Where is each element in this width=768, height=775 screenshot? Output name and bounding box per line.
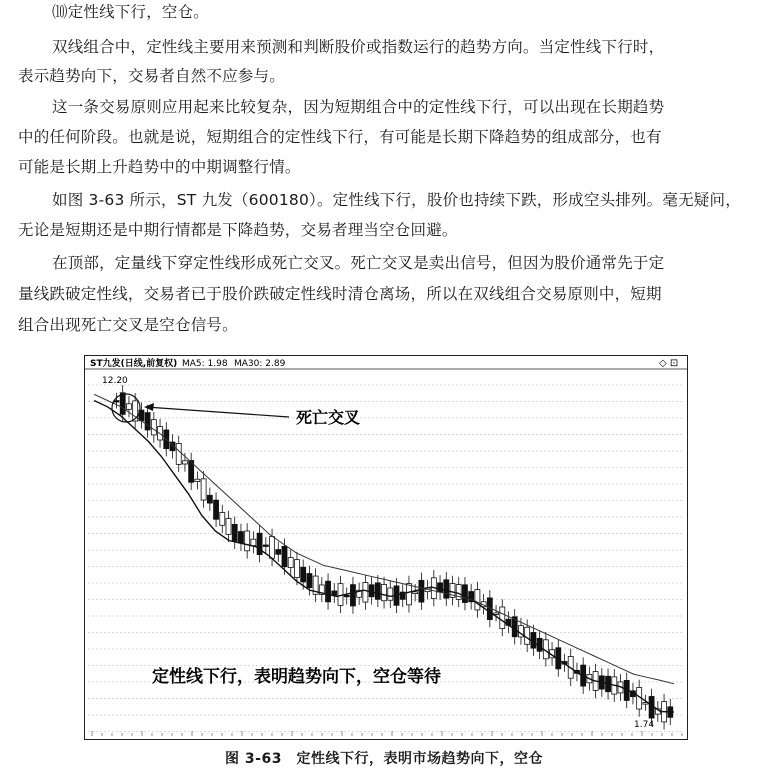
candle-body xyxy=(406,584,411,605)
candle-body xyxy=(350,585,355,606)
stock-chart xyxy=(84,355,688,740)
candle-body xyxy=(419,580,424,602)
candle-body xyxy=(363,583,368,603)
chart-corner-icon: ◇ ⊡ xyxy=(659,358,679,369)
para3-line2: 无论是短期还是中期行情都是下降趋势，交易者理当空仓回避。 xyxy=(18,221,458,239)
candle-body xyxy=(257,533,262,554)
candle-body xyxy=(214,500,219,519)
figure-caption: 图 3-63 定性线下行，表明市场趋势向下，空仓 xyxy=(225,751,543,767)
candle-body xyxy=(120,393,125,415)
candle-body xyxy=(301,567,306,582)
annotation-death-cross: 死亡交叉 xyxy=(296,408,361,427)
candle-body xyxy=(332,591,337,595)
para1-line2: 表示趋势向下，交易者自然不应参与。 xyxy=(18,67,285,85)
candle-body xyxy=(114,401,119,403)
candle-body xyxy=(270,537,275,559)
candle-body xyxy=(525,627,530,644)
candle-body xyxy=(263,545,268,547)
candle-body xyxy=(238,532,243,544)
candle-body xyxy=(344,595,349,597)
candle-body xyxy=(462,585,467,603)
annotation-trend: 定性线下行，表明趋势向下，空仓等待 xyxy=(152,667,441,687)
price-low-label: 1.74 xyxy=(634,720,655,730)
candle-body xyxy=(375,583,380,599)
candle-body xyxy=(388,588,393,600)
candle-body xyxy=(176,443,181,464)
para4-line1: 在顶部，定量线下穿定性线形成死亡交叉。死亡交叉是卖出信号，但因为股价通常先于定 xyxy=(52,254,665,272)
section-heading: ⑽定性线下行，空仓。 xyxy=(52,3,210,21)
candle-body xyxy=(294,560,299,578)
candle-body xyxy=(195,479,200,481)
candle-body xyxy=(475,590,480,610)
candle-body xyxy=(500,607,505,628)
candle-body xyxy=(307,574,312,588)
candle-body xyxy=(282,546,287,566)
candle-body xyxy=(288,558,293,568)
candle-body xyxy=(444,580,449,598)
candle-body xyxy=(182,461,187,464)
candle-body xyxy=(276,550,281,555)
para2-line3: 可能是长期上升趋势中的中期调整行情。 xyxy=(18,158,301,176)
candle-body xyxy=(251,539,256,545)
candle-body xyxy=(226,518,231,534)
price-high-label: 12.20 xyxy=(102,376,128,386)
candle-body xyxy=(220,513,225,526)
ma5-label: MA5: 1.98 xyxy=(182,359,228,369)
candle-body xyxy=(382,584,387,600)
candle-body xyxy=(245,531,250,551)
stock-chart-svg xyxy=(84,355,688,740)
candle-body xyxy=(207,495,212,503)
ma30-label: MA30: 2.89 xyxy=(234,359,286,369)
candle-body xyxy=(126,404,131,410)
para1-line1: 双线组合中，定性线主要用来预测和判断股价或指数运行的趋势方向。当定性线下行时， xyxy=(52,38,665,56)
chart-header-title: ST九发(日线,前复权) xyxy=(90,359,178,369)
para2-line1: 这一条交易原则应用起来比较复杂，因为短期组合中的定性线下行，可以出现在长期趋势 xyxy=(52,98,665,116)
candle-body xyxy=(369,585,374,597)
candle-body xyxy=(326,581,331,602)
candle-body xyxy=(438,583,443,592)
candle-body xyxy=(232,524,237,541)
para4-line3: 组合出现死亡交叉是空仓信号。 xyxy=(18,316,238,334)
candle-body xyxy=(201,479,206,500)
para3-line1: 如图 3-63 所示，ST 九发（600180）。定性线下行，股价也持续下跌，形成空头排列。毫无疑问， xyxy=(52,191,741,209)
para4-line2: 量线跌破定性线，交易者已于股价跌破定性线时清仓离场，所以在双线组合交易原则中，短期 xyxy=(18,285,662,303)
candle-body xyxy=(494,613,499,615)
candle-body xyxy=(145,413,150,430)
candle-body xyxy=(413,592,418,594)
para2-line2: 中的任何阶段。也就是说，短期组合的定性线下行，有可能是长期下降趋势的组成部分，也有 xyxy=(18,128,662,146)
candle-body xyxy=(151,420,156,435)
